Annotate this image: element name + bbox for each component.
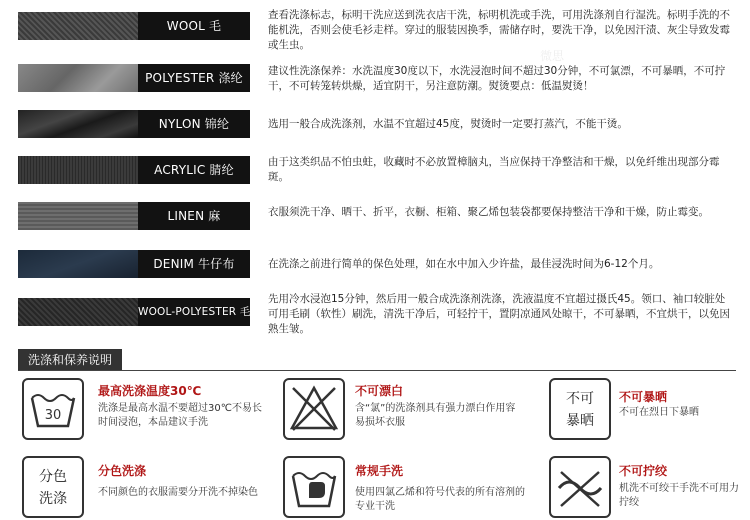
no-bleach-icon	[283, 378, 345, 440]
fabric-label: POLYESTER 涤纶	[138, 64, 250, 92]
wool-texture-image	[18, 12, 138, 40]
fabric-label: ACRYLIC 腈纶	[138, 156, 250, 184]
fabric-swatch	[18, 110, 250, 138]
fabric-description: 查看洗涤标志，标明干洗应送到洗衣店干洗，标明机洗或手洗，可用洗涤剂自行湿洗。标明手洗的不能机洗，否则会使毛衫走样。穿过的服装因换季，需储存时，要洗干净，以免因汗渍、灰尘导致发霉或生虫。	[268, 9, 730, 51]
fabric-swatch	[18, 64, 250, 92]
fabric-label: WOOL 毛	[138, 12, 250, 40]
no-wring-icon	[549, 456, 611, 518]
separate-colors-icon	[22, 456, 84, 518]
care-section-title: 洗涤和保养说明	[18, 349, 122, 371]
care-item-text: 不可在烈日下暴晒	[619, 407, 699, 418]
fabric-swatch	[18, 12, 250, 40]
fabric-label: DENIM 牛仔布	[138, 250, 250, 278]
care-item-text: 含“氯”的洗涤剂具有强力漂白作用容易损坏衣服	[355, 403, 516, 428]
icon-text-line: 洗涤	[39, 491, 67, 507]
watermark-text: 微思	[540, 49, 565, 63]
nylon-texture-image	[18, 110, 138, 138]
acrylic-texture-image	[18, 156, 138, 184]
icon-text-line: 暴晒	[566, 413, 594, 429]
care-item-title: 不可漂白	[355, 384, 404, 398]
fabric-description: 建议性洗涤保养：水洗温度30度以下，水洗浸泡时间不超过30分钟，不可氯漂，不可暴晒，不可拧干，不可转笼转烘燥，适宜阴干，另注意防潮。熨烫要点：低温熨烫！	[268, 65, 726, 92]
hand-wash-icon	[283, 456, 345, 518]
care-item-title: 不可暴晒	[619, 390, 668, 404]
fabric-swatch	[18, 298, 262, 326]
fabric-description: 选用一般合成洗涤剂，水温不宜超过45度，熨烫时一定要打蒸汽，不能干烫。	[268, 118, 628, 130]
fabric-label: WOOL-POLYESTER 毛涤	[138, 298, 250, 326]
wool-polyester-texture-image	[18, 298, 138, 326]
care-item-title: 分色洗涤	[98, 464, 147, 478]
fabric-label: LINEN 麻	[138, 202, 250, 230]
icon-text-line: 不可	[566, 391, 594, 407]
fabric-label: NYLON 锦纶	[138, 110, 250, 138]
care-item-text: 机洗不可绞干手洗不可用力拧绞	[619, 483, 739, 508]
care-item-title: 不可拧绞	[619, 464, 668, 478]
fabric-swatch	[18, 202, 250, 230]
no-sun-icon	[549, 378, 611, 440]
fabric-swatch	[18, 250, 250, 278]
wash-30-icon	[22, 378, 84, 440]
care-item-title: 最高洗涤温度30℃	[98, 384, 202, 398]
fabric-swatch	[18, 156, 250, 184]
care-item-text: 洗涤是最高水温不要超过30℃不易长时间浸泡，本品建议手洗	[98, 403, 262, 428]
care-item-text: 不同颜色的衣服需要分开洗不掉染色	[98, 487, 258, 498]
fabric-description: 先用冷水浸泡15分钟，然后用一般合成洗涤剂洗涤，洗液温度不宜超过摄氏45。领口、袖口较脏处可用毛刷（软性）刷洗，清洗干净后，可轻拧干，置阴凉通风处晾干，不可暴晒，不宜烘干，以免因熟生皱。	[268, 293, 730, 335]
polyester-texture-image	[18, 64, 138, 92]
fabric-description: 由于这类织品不怕虫蛀，收藏时不必放置樟脑丸，当应保持干净整洁和干燥，以免纤维出现部分霉斑。	[268, 156, 720, 183]
care-item-text: 使用四氯乙烯和符号代表的所有溶剂的专业干洗	[355, 487, 525, 512]
linen-texture-image	[18, 202, 138, 230]
section-divider	[18, 370, 736, 371]
fabric-description: 在洗涤之前进行简单的保色处理，如在水中加入少许盐，最佳浸洗时间为6-12个月。	[268, 258, 660, 270]
wash-temp-number: 30	[44, 408, 62, 423]
care-item-title: 常规手洗	[355, 464, 404, 478]
fabric-description: 衣服须洗干净、晒干、折平，衣橱、柜箱、聚乙烯包装袋都要保持整洁干净和干燥，防止霉变。	[268, 206, 709, 218]
icon-text-line: 分色	[39, 469, 67, 485]
denim-texture-image	[18, 250, 138, 278]
